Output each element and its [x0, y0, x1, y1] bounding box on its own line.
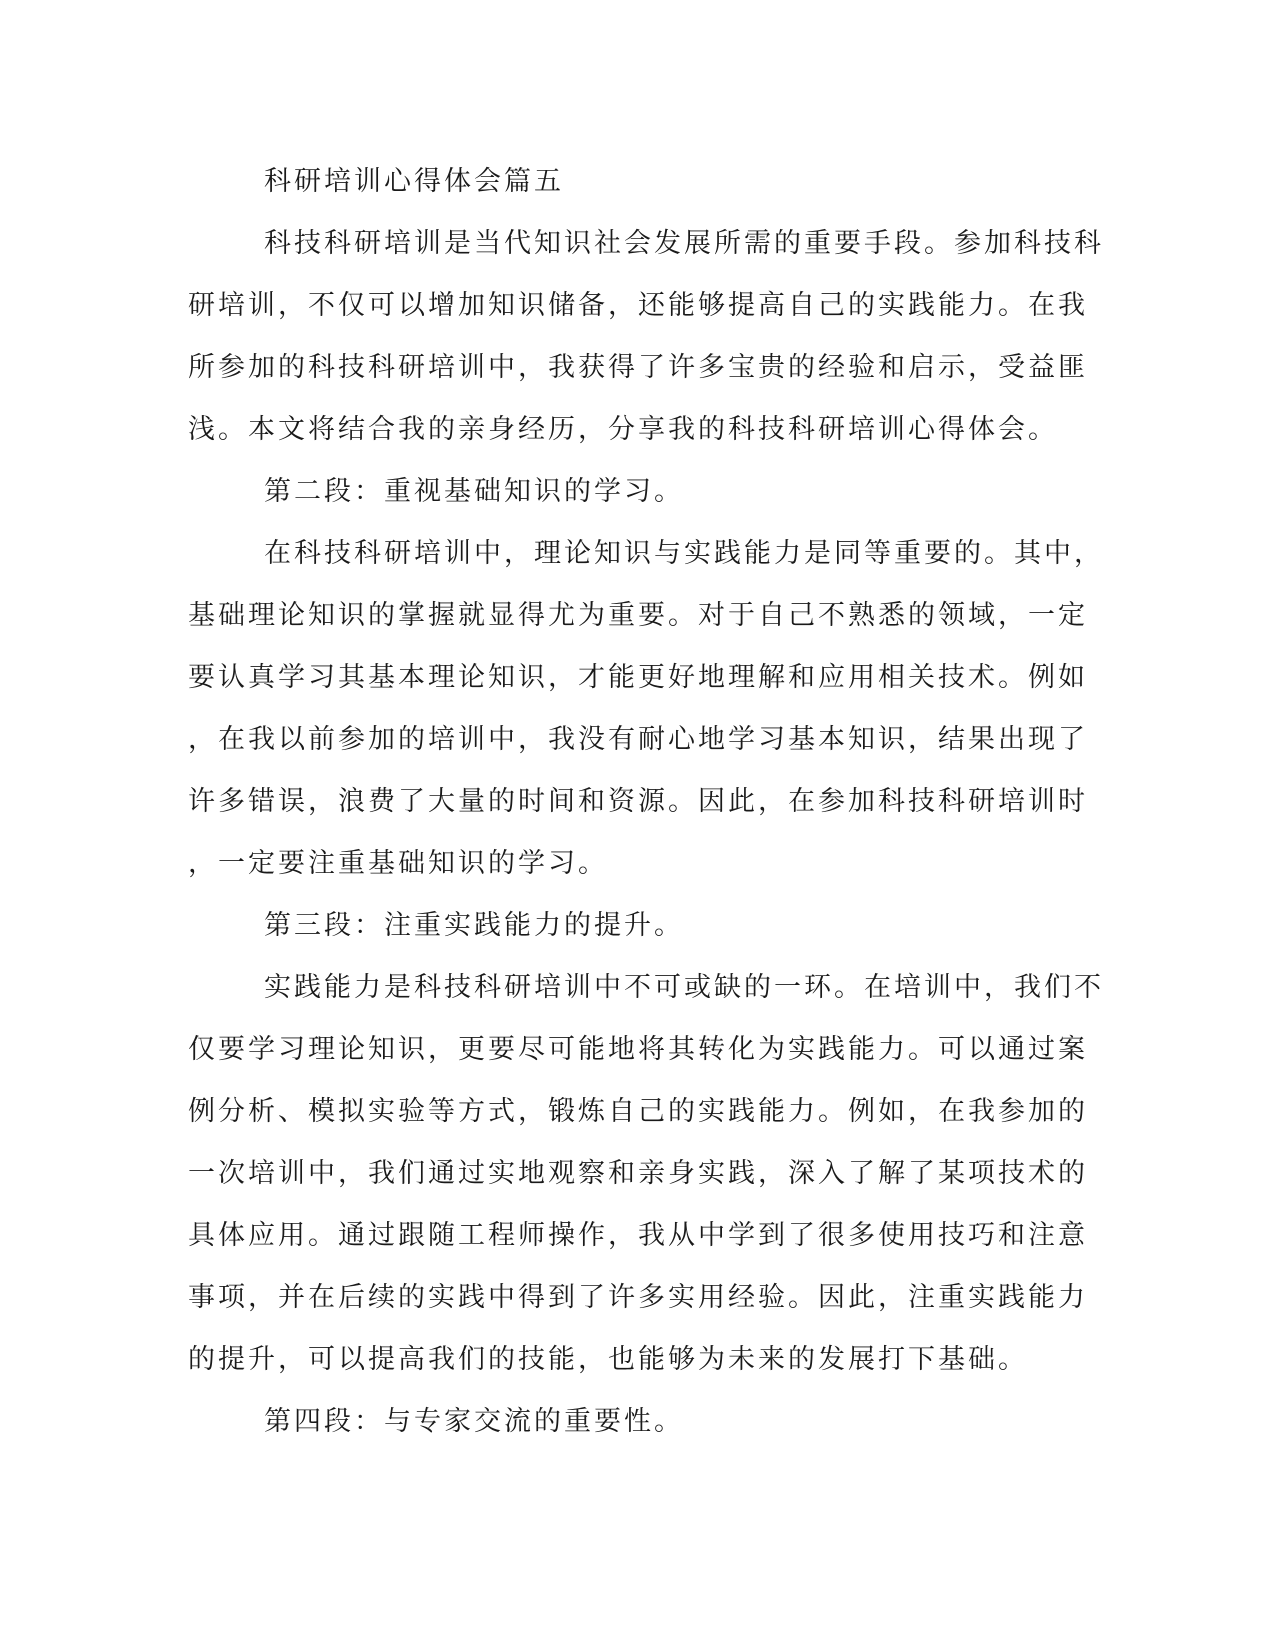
- paragraph-3-line: 一次培训中，我们通过实地观察和亲身实践，深入了解了某项技术的: [188, 1158, 1088, 1189]
- section-heading-3: 第三段：注重实践能力的提升。: [264, 910, 684, 941]
- document-body: [188, 151, 1104, 1453]
- paragraph-3-line: 仅要学习理论知识，更要尽可能地将其转化为实践能力。可以通过案: [188, 1034, 1088, 1065]
- paragraph-2-line: 许多错误，浪费了大量的时间和资源。因此，在参加科技科研培训时: [188, 786, 1088, 817]
- paragraph-2-line: 在科技科研培训中，理论知识与实践能力是同等重要的。其中，: [264, 538, 1104, 569]
- paragraph-3-line: 事项，并在后续的实践中得到了许多实用经验。因此，注重实践能力: [188, 1282, 1088, 1313]
- paragraph-2-line: 要认真学习其基本理论知识，才能更好地理解和应用相关技术。例如: [188, 662, 1088, 693]
- paragraph-3-line: 的提升，可以提高我们的技能，也能够为未来的发展打下基础。: [188, 1344, 1028, 1375]
- paragraph-3-line: 实践能力是科技科研培训中不可或缺的一环。在培训中，我们不: [264, 972, 1104, 1003]
- paragraph-3-line: 具体应用。通过跟随工程师操作，我从中学到了很多使用技巧和注意: [188, 1220, 1088, 1251]
- paragraph-1-line: 所参加的科技科研培训中，我获得了许多宝贵的经验和启示，受益匪: [188, 352, 1088, 383]
- paragraph-2-line: ，在我以前参加的培训中，我没有耐心地学习基本知识，结果出现了: [188, 724, 1088, 755]
- paragraph-2-line: ，一定要注重基础知识的学习。: [188, 848, 608, 879]
- section-heading-2: 第二段：重视基础知识的学习。: [264, 476, 684, 507]
- paragraph-1-line: 科技科研培训是当代知识社会发展所需的重要手段。参加科技科: [264, 228, 1104, 259]
- section-heading-4: 第四段：与专家交流的重要性。: [264, 1406, 684, 1437]
- paragraph-3-line: 例分析、模拟实验等方式，锻炼自己的实践能力。例如，在我参加的: [188, 1096, 1088, 1127]
- paragraph-2-line: 基础理论知识的掌握就显得尤为重要。对于自己不熟悉的领域，一定: [188, 600, 1088, 631]
- document-title: 科研培训心得体会篇五: [264, 166, 564, 197]
- paragraph-1-line: 研培训，不仅可以增加知识储备，还能够提高自己的实践能力。在我: [188, 290, 1088, 321]
- paragraph-1-line: 浅。本文将结合我的亲身经历，分享我的科技科研培训心得体会。: [188, 414, 1058, 445]
